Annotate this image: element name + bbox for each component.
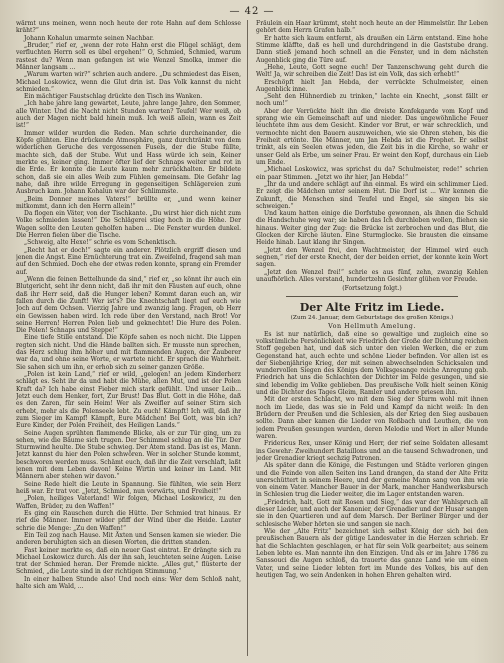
- paragraph: „Jetzt den Wenzel frei!“ schrie es aus fünf, zehn, zwanzig Kehlen unaufhörlich. Alles verstand, hundertzehn Gesichter glühen vor Freude.: [256, 268, 488, 283]
- paragraph: Ein mächtiger Faustschlag drückte den Tisch ins Wanken.: [24, 93, 203, 101]
- left-column: [16, 20, 241, 656]
- paragraph: „Polen, heiliges Vaterland! Wir folgen, Michael Loskowicz, zu den Waffen, Brüder, zu den Waffen!“: [16, 495, 241, 510]
- continuation-note: (Fortsetzung folgt.): [342, 285, 402, 293]
- paragraph: Es ging ein Rauschen durch die Hütte. Der Schmied trat hinaus. Er rief die Männer. Immer wilder pfiff der Wind über die Heide. Lauter schrie die Menge: „Zu den Waffen!“: [16, 509, 241, 532]
- paragraph: Johann Kohalun umarmte seinen Nachbar.: [24, 34, 154, 42]
- paragraph: „Beim Donner meines Vaters!“ brüllte er, „und wenn keiner mitkommt, dann ich den Herrn allein!“: [16, 195, 241, 210]
- paragraph: Ein Teil zog nach Hause. Mit Äxten und Sensen kamen sie wieder. Die anderen beruhigten sich an diesen Worten, die dritten standen.: [16, 531, 241, 547]
- paragraph: wärmt uns meinen, wenn noch heute der rote Hahn auf dem Schlosse kräht?“: [16, 20, 241, 35]
- paragraph: Fridericus Rex, unser König und Herr, der rief seine Soldaten allesamt ins Gewehr: Zweihundert Bataillons und an die tausend Schwadronen, und jeder Grenadier kriegt sechzig Patronen.: [256, 440, 488, 462]
- column-divider: [247, 20, 248, 656]
- section-rule: [286, 296, 458, 297]
- paragraph: Erschöpft hielt Jan Hebda, der verrückte Schulmeister, einen Augenblick inne.: [256, 78, 488, 93]
- paragraph: „Ich habe jahre lang gewartet, Leute, jahre lange Jahre, den Sommer, alle Winter. Und die Nacht nicht Stunden warten? Teufel! Wer weiß, ob auch der Magen nicht bald hinein muß. Ich weiß allein, wann es Zeit ist!“: [16, 100, 241, 130]
- right-column: [256, 20, 488, 656]
- paragraph: „Polen ist kein Land,“ rief er wild, „gelogen! an jedem Kinderherz schlägt es. Seht ihr da und habt die Mühe, allen Mut, und ist der Polen Kraft da? Ich habe einst Fieber mich stark gefühlt. Und unser Leib... Jetzt euch dem Henker, fort, Zur Brust! Das Blut. Gott in die Höhe, daß es den Zaren, für sein Heim! Wer als Zweifler auf seiner Stirn sich erhebt, mehr als die Polenseele lebt. Zu euch! Kämpft! Ich will, daß ihr zum Sieger im Kampf! Kämpft, Eure Mädchen! Bei Gott, was bin ich? Eure Kinder, der Polen Freiheit, des Heiligen Lands.“: [16, 371, 241, 430]
- paragraph: Fräulein ein Haar krümmt, steht noch heute an der Himmelstür. Ihr Leben gehört dem Herrn Grafen halb.“: [256, 20, 488, 35]
- article-subtitle: (Zum 24. Januar, dem Geburtstage des großen Königs.): [290, 314, 454, 321]
- article-author: Von Hellmuth Amelung.: [328, 321, 416, 330]
- paragraph: Er hatte sich kaum entfernt, als draußen ein Lärm entstand. Eine hohe Stimme kläffte, daß es hell und durchdringend in die Gaststube drang. Dann stieß jemand hoch schnell an die Fenster, und in dem nächsten Augenblick ging die Türe auf.: [256, 34, 488, 64]
- paragraph: Seine Rede hielt die Leute in Spannung. Sie fühlten, wie sein Herz heiß war. Er trat vor. „Jetzt, Schmied, nun vorwärts, und Freiheit!“: [16, 480, 241, 495]
- paragraph: „Ihr da und andere schlägt auf ihn einmal. Es wird ein schlimmer Lied. Er zeigt die Mädchen unter seinem Hut. Die Dorf ist ... Wir kennen die Zukunft, die Menschen sind Teufel und Engel, sie singen bis sie schweigen.“: [256, 180, 488, 210]
- paragraph: In einer halben Stunde also! Und noch eins: Wer dem Schloß naht, halte sich am Wald, ...: [16, 575, 241, 591]
- paragraph: Als später dann die Könige, die Festungen und Städte verloren gingen und die Feinde von allen Seiten ins Land drangen, da stand der Alte Fritz unerschüttert in seinem Heere, und der gemeine Mann sang von ihm wie von einem Vater. Mancher Bauer in der Mark, mancher Handwerksbursch in Schlesien trug die Lieder weiter, die im Lager entstanden waren.: [256, 462, 488, 499]
- paragraph: „Warum warten wir?“ schrien auch andere. „Du schmiedest das Eisen, Michael Loskowicz, wenn die Glut drin ist. Das Volk kannst du nicht schmieden.“: [16, 71, 241, 93]
- paragraph: „Schweig, alte Hexe!“ schrie es vom Schenktisch.: [24, 239, 177, 247]
- paragraph: Fast keiner merkte es, daß ein neuer Gast eintrat. Er drängte sich zu Michael Loskowicz durch. Als der ihn sah, leuchteten seine Augen. Leise trat der Schmied heran. Der Fremde nickte. „Alles gut,“ flüsterte der Schmied, „die Leute sind in der richtigen Stimmung.“: [16, 546, 241, 576]
- paragraph: „Michael Loskowicz, was sprichst du da? Schulmeister, rede!“ schrien ein paar Stimmen. „Jetzt wo ihr hier, Jan Hebda!“: [256, 166, 488, 181]
- page-number: — 42 —: [229, 6, 275, 17]
- paragraph: Eine tiefe Stille entstand. Die Köpfe sahen es noch nicht. Die Lippen regten sich nicht. Und die Hände ballten sich. Er musste nun sprechen, das Herz schlug ihm höher und mit flammenden Augen, der Zauberer war da, und ohne seine Worte, er wartete nicht. Er sprach die Wahrheit. Sie sahen sich um ihn, er erhob sich zu seiner ganzen Größe.: [16, 334, 241, 371]
- paragraph: Immer wilder wurden die Reden. Man schrie durcheinander, die Köpfe glühten. Eine drückende Atmosphäre, ganz durchtränkt von dem widerlichen Geruche des vergossenen Fusels, der die Stube füllte, machte sich, daß der Stube. Wut und Hass würde ich sein, Keiner merkte es, keiner ging. Immer öfter lief der Schnaps weiter und rot in die Erde. Er konnte die Leute kaum mehr zurückhalten. Er bildete schon, daß sie ein alles Weib zum Fühlen gemeinsam. Die Gefahr lag nahe, daß ihre wilde Erregung in gegenseitigen Schlägereien zum Ausbruch kam. Johann Kohalun war der Schlimmste.: [16, 129, 241, 196]
- paragraph: Mit der ersten Schlacht, wo mit dem Sieg der Sturm wohl mit ihnen noch im Liede, das was sie in Feld und Kampf da nicht weiß: In den Brüdern der Preußen und die Schlesien, als der Krieg den Sieg ausbauen sollte. Dann aber kamen die Lieder von Roßbach und Leuthen, die von jedem Preußen gesungen wurden, deren Melodie und Wort in aller Munde waren.: [256, 396, 488, 440]
- serial-story-continuation: [256, 20, 488, 283]
- article-title: Der Alte Fritz im Liede.: [299, 300, 445, 314]
- paragraph: Aber der Verrückte hielt ihn die dreiste Konfekgarde vom Kopf und sprang wie ein Gemeinschaft auf und nieder. Das ungewöhnliche Feuer leuchtete ihm aus dem Gesicht. Kinder vor Brut, er war schrecklich, und vermochte nicht den Bauern auszuweichen, wie sie Ohren stehen, bis die Freiheit ertönte. Die Männer, um Jan Hebda ist die Prophet. Er selbst trinkt, als ein Seelen etwas jeden, die Zeit bis in die Kirche, so wahr er unser Geld als Erbe, um seiner Frau. Er weint den Kopf, durchaus ein Lieb um Ende.: [256, 107, 488, 166]
- paragraph: Es ist nur natürlich, daß eine so gewaltige und zugleich eine so volkstümliche Persönlichkeit wie Friedrich der Große der Dichtung reichen Stoff gegeben hat, und daß sich unter den vielen Werken, die er zum Gegenstand hat, auch echte und schöne Lieder befinden. Vor allen ist es der Siebenjährige Krieg, der mit seinen abwechselnden Schicksalen und wundervollen Siegen des Königs dem Volksgesange reiche Anregung gab. Friedrich hat uns die Schlachten der Dichter im Felde gesungen, und sie sind lebendig im Volke geblieben. Das preußische Volk hielt seinen König und die Dichter des Tages Gleim, Ramler und andere priesen ihn.: [256, 330, 488, 397]
- paragraph: Seine Augen sprühten flammende Blicke, als er zur Tür ging, um zu sehen, wie die Bäume sich trugen. Der Schimmel schlug an die Tür. Der Sturmwind heulte. Die Stube schwieg. Der Atem stand. Das ist es, Mann. Jetzt kannst du hier den Polen schwören. Wer in solcher Stunde kommt, beschworen werden muss. Schämt euch, daß ihr die Zeit verschlaft, laßt jenen mit dem Leben davon! Keine Wirtin und keiner im Land. Mit Männern aber stehen wir davon.“: [16, 429, 241, 481]
- paragraph: „Seht den Hühnerdieb zu trinken,“ lachte ein Knecht, „sonst fällt er noch um!“: [256, 93, 488, 108]
- paragraph: „Wenn die feinen Bettelhunde da sind,“ rief er, „so könnt ihr auch ein Blutgericht, seht ihr denn nicht, daß ihr mit den Fäusten auf euch, ohne daß ihr Herr seid, daß die Hunger leben? Kommt daran euch an, wir fallen durch die Zunft! Wer ist's? Die Knechtschaft liegt auf euch wie Joch auf dem Ochsen. Vierzig Jahre und zwanzig lang. Fragen, ob Herr ein Gewissen haben wird. Ich rede über den Verstand, nach Brot! Vor seine Herren! Herren Polen lieb und geknechtet! Die Hure des Polen. Die Polen! Schnaps und Steppe!“: [16, 275, 241, 335]
- paragraph: Und kaum hatten einige die Dorfstube gewonnen, als ihnen die Schuld die Handschuhe weg war; sie haben das Ich durchleben wollen, fliehen sie hinaus. Weiter ging der Zug: die Brücke ist zerbrochen und das Blut, die Glocken der Kirche läuten. Eine Sturmglocke. Sie brausten die einsame Heide hinab. Laut klang ihr Singen.: [256, 210, 488, 247]
- paragraph: „Friedrich, halt, Gott mit Rosen und Sieg,“ das war der Wahlspruch all dieser Lieder, und auch der Kanonier, der Grenadier und der Husar sangen sie in den Quartieren und auf dem Marsch. Der Berliner Bürger und der schlesische Weber hörten sie und sangen sie nach.: [256, 498, 488, 528]
- paragraph: „Bruder,“ rief er, „wenn der rote Hahn erst die Flügel schlägt, dem verfluchten Herrn soll es übel ergehen!“ O, Schmied, Schmied, warum rastest du? Wenn man gefangen ist wie Wenzel Smolka, immer die Männer langsam ...: [16, 41, 241, 71]
- paragraph: „Recht hat er doch!“ sagte ein anderer. Plötzlich ergriff diesen und jenen die Angst. Eine Ernüchterung trat ein. Zweifelnd, fragend sah man auf den Schmied. Doch ehe der etwas reden konnte, sprang ein Fremder auf.: [16, 246, 241, 276]
- paragraph: Da flogen ein Väter, von der Tischkante. „Du wirst hier dich nicht zum Volke schmieden lassen!“ Die Schlägerei stieg hoch in die Höhe. Der Wagen sollte den Leuten geholfen haben ... Die Fenster wurden dunkel. Die Herren fielen über die Tische.: [16, 210, 241, 240]
- article-body: [256, 331, 488, 580]
- paragraph: „Jetzt den Wenzel frei, den Wachtmeister, der Himmel wird euch segnen,“ rief der erste Knecht, der der beiden erriet, der konnte kein Wort sagen.: [256, 246, 488, 269]
- paragraph: Wie der „Alte Fritz“ bezeichnet sich selbst König der sich bei den preußischen Bauern als der gütige Landesvater in die Herzen schrieb. Er hat die Schlachten geschlagen, er hat für sein Volk gearbeitet; aus seinem Leben lebte es. Man nannte ihn den Einzigen. Und als er im Jahre 1786 zu Sanssouci die Augen schloß, da trauerte das ganze Land wie um einen Vater, und seine Lieder lebten fort im Munde des Volkes, bis auf den heutigen Tag, wo sein Andenken in hohen Ehren gehalten wird.: [256, 528, 488, 579]
- paragraph: „Hehe, Leute, Gott segne euch! Der Tanzenschwung geht durch die Welt! Ja, wir schreiben die Zeit! Das ist ein Volk, das sich erhebt!“: [256, 63, 488, 79]
